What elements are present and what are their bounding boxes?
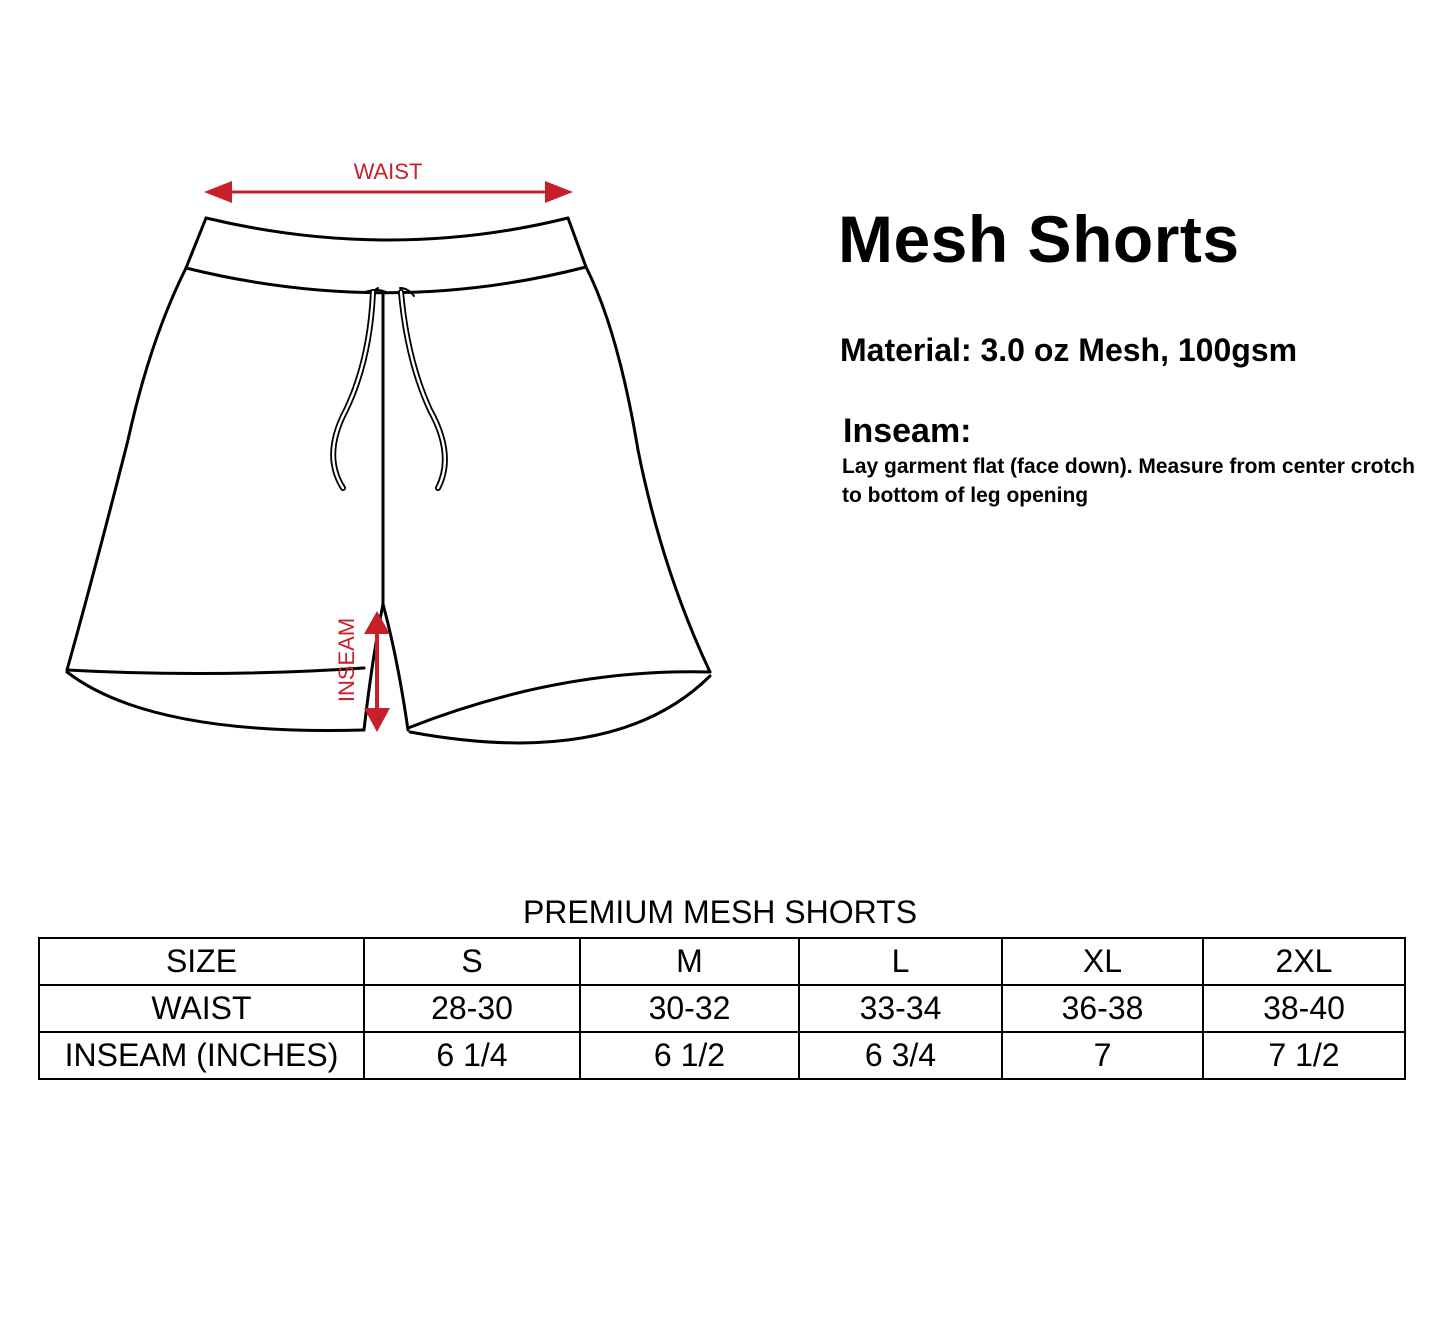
table-cell: 28-30: [364, 985, 580, 1032]
table-row: [39, 1032, 1405, 1079]
table-cell: 7 1/2: [1203, 1032, 1405, 1079]
shorts-outline: [67, 218, 710, 743]
material-text: Material: 3.0 oz Mesh, 100gsm: [840, 332, 1298, 368]
shorts-diagram: [0, 0, 760, 800]
table-header-cell: M: [580, 938, 799, 985]
table-row: [39, 985, 1405, 1032]
inseam-heading: Inseam:: [843, 412, 972, 450]
size-table: [38, 937, 1406, 1080]
waist-arrow: [204, 181, 573, 203]
table-header-cell: 2XL: [1203, 938, 1405, 985]
inseam-label: INSEAM: [334, 617, 359, 703]
table-cell: 6 1/4: [364, 1032, 580, 1079]
table-cell: 36-38: [1002, 985, 1203, 1032]
table-cell: 38-40: [1203, 985, 1405, 1032]
table-header-cell: SIZE: [39, 938, 364, 985]
table-cell: 7: [1002, 1032, 1203, 1079]
table-header-cell: S: [364, 938, 580, 985]
size-table-title: PREMIUM MESH SHORTS: [522, 894, 918, 930]
table-cell: 6 1/2: [580, 1032, 799, 1079]
inseam-description: Lay garment flat (face down). Measure from center crotch to bottom of leg opening: [842, 455, 1415, 507]
table-cell: INSEAM (INCHES): [39, 1032, 364, 1079]
table-cell: WAIST: [39, 985, 364, 1032]
product-title: Mesh Shorts: [838, 202, 1240, 276]
inseam-arrow: [364, 611, 390, 732]
table-header-cell: XL: [1002, 938, 1203, 985]
table-cell: 33-34: [799, 985, 1002, 1032]
drawstring: [333, 288, 445, 488]
table-header-cell: L: [799, 938, 1002, 985]
table-cell: 6 3/4: [799, 1032, 1002, 1079]
table-header-row: [39, 938, 1405, 985]
table-cell: 30-32: [580, 985, 799, 1032]
waist-label: WAIST: [353, 159, 423, 184]
